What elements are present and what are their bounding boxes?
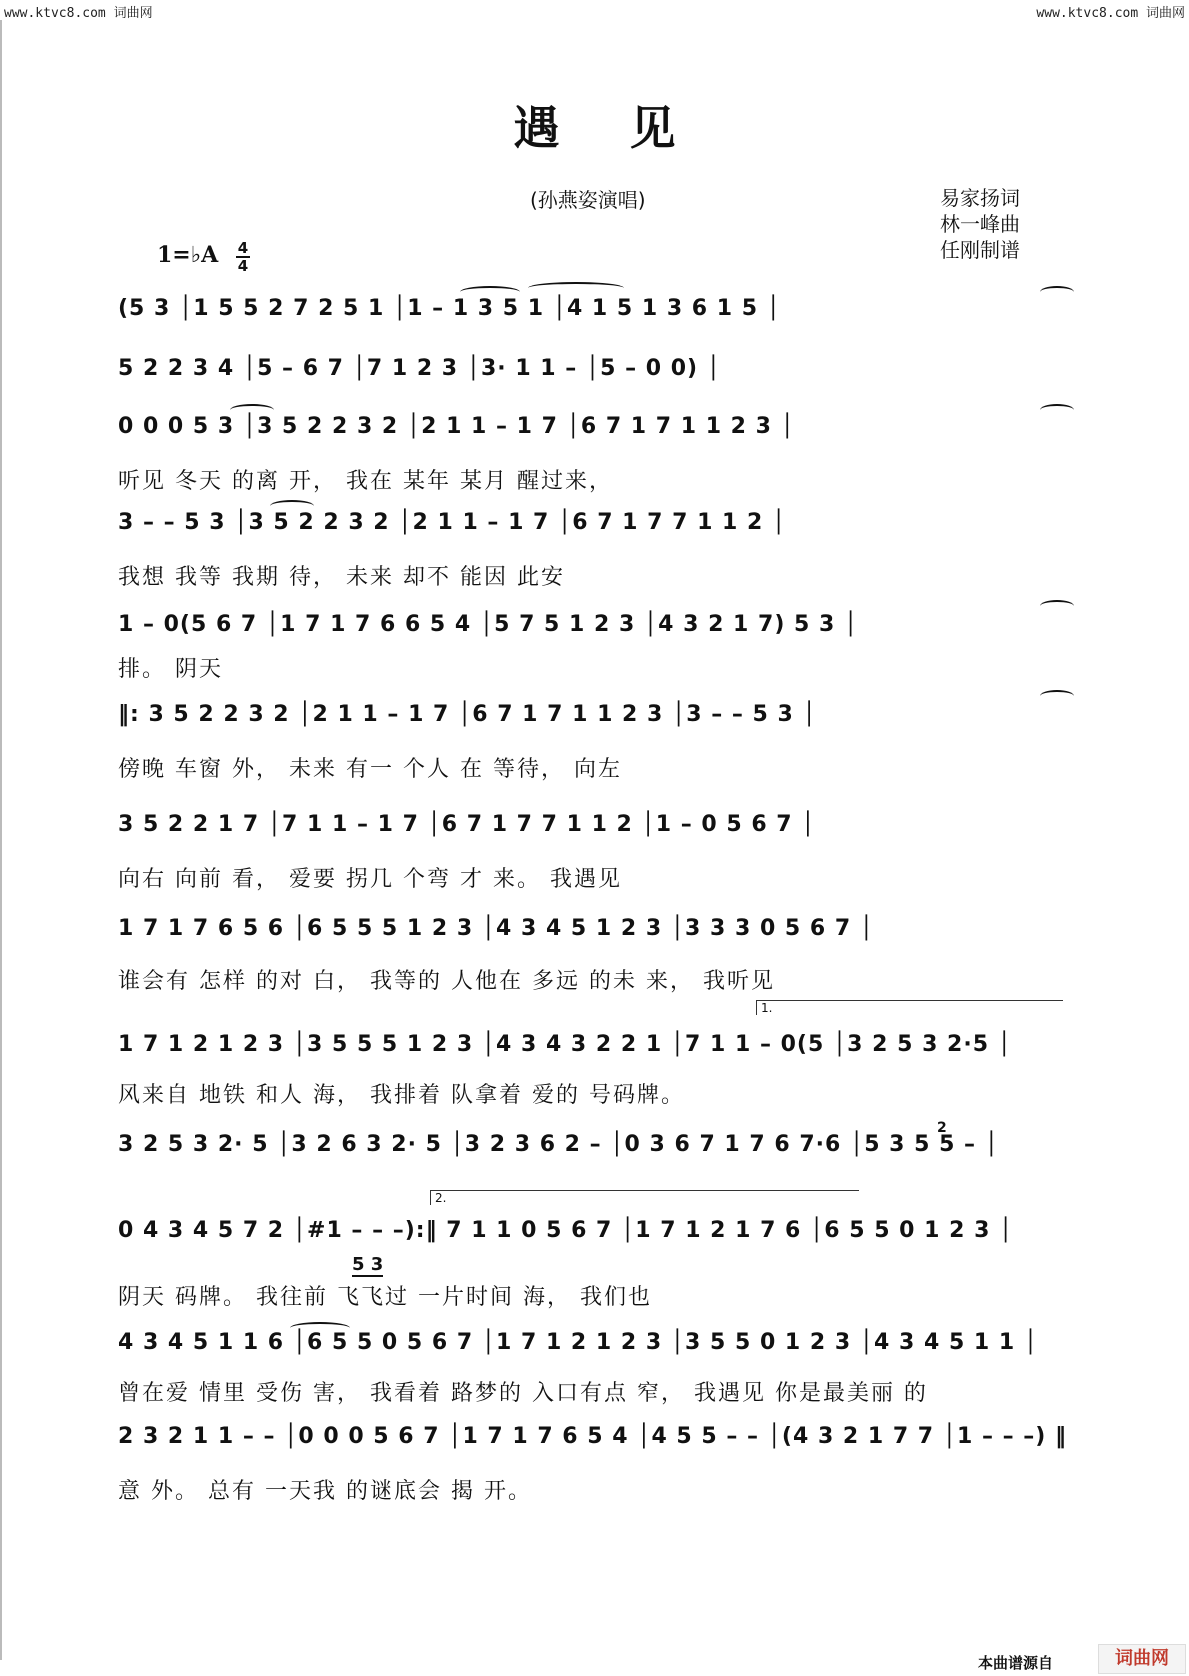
- staff-lyric: 向右 向前 看， 爱要 拐几 个弯 才 来。 我遇见: [118, 867, 622, 892]
- staff-notes: 1 7 1 7 6 5 6 │6 5 5 5 1 2 3 │4 3 4 5 1 2 3 │3 3 3 0 5 6 7 │: [118, 916, 875, 941]
- lyricist-credit: 易家扬词: [940, 186, 1020, 210]
- tie-mark: [460, 286, 520, 298]
- volta-bracket-1: [756, 1000, 1063, 1015]
- source-note: 本曲谱源自: [978, 1654, 1054, 1672]
- staff-lyric: 排。 阴天: [118, 657, 223, 682]
- staff-notes: 4 3 4 5 1 1 6 │6 5 5 0 5 6 7 │1 7 1 2 1 2 3 │3 5 5 0 1 2 3 │4 3 4 5 1 1 │: [118, 1330, 1039, 1355]
- staff-notes: ‖: 3 5 2 2 3 2 │2 1 1 – 1 7 │6 7 1 7 1 1 2 3 │3 – – 5 3 │: [118, 702, 817, 727]
- staff-lyric: 阴天 码牌。 我往前 飞飞过 一片时间 海， 我们也: [118, 1285, 652, 1310]
- site-watermark-right: www.ktvc8.com 词曲网: [1036, 6, 1185, 21]
- staff-notes: 1 7 1 2 1 2 3 │3 5 5 5 1 2 3 │4 3 4 3 2 2 1 │7 1 1 – 0(5 │3 2 5 3 2·5 │: [118, 1032, 1012, 1057]
- page-left-border: [0, 20, 2, 1660]
- tie-mark: [528, 282, 624, 294]
- site-watermark-left: www.ktvc8.com 词曲网: [4, 6, 153, 21]
- staff-lyric: 听见 冬天 的离 开， 我在 某年 某月 醒过来，: [118, 469, 613, 494]
- composer-credit: 林一峰曲: [940, 212, 1020, 236]
- time-signature-top: 4: [237, 239, 249, 257]
- tie-mark: [270, 500, 314, 512]
- staff-notes: 3 2 5 3 2· 5 │3 2 6 3 2· 5 │3 2 3 6 2 – │0 3 6 7 1 7 6 7·6 │5 3 5 5 – │: [118, 1132, 999, 1157]
- staff-lyric: 谁会有 怎样 的对 白， 我等的 人他在 多远 的未 来， 我听见: [118, 969, 775, 994]
- volta-1-label: 1.: [761, 1001, 773, 1015]
- time-signature-bottom: 4: [237, 257, 249, 275]
- staff-lyric: 风来自 地铁 和人 海， 我排着 队拿着 爱的 号码牌。: [118, 1083, 685, 1108]
- volta-bracket-2: [430, 1190, 859, 1205]
- site-logo[interactable]: 词曲网: [1098, 1644, 1186, 1674]
- staff-notes: 1 – 0(5 6 7 │1 7 1 7 6 6 5 4 │5 7 5 1 2 3 │4 3 2 1 7) 5 3 │: [118, 612, 859, 637]
- key-signature: 1=♭A: [157, 242, 219, 268]
- volta-2-label: 2.: [435, 1191, 447, 1205]
- staff-lyric: 我想 我等 我期 待， 未来 却不 能因 此安: [118, 565, 565, 590]
- staff-notes: 0 0 0 5 3 │3 5 2 2 3 2 │2 1 1 – 1 7 │6 7 1 7 1 1 2 3 │: [118, 414, 795, 439]
- staff-lyric: 曾在爱 情里 受伤 害， 我看着 路梦的 入口有点 窄， 我遇见 你是最美丽 的: [118, 1381, 928, 1406]
- staff-notes: 2 3 2 1 1 – – │0 0 0 5 6 7 │1 7 1 7 6 5 4 │4 5 5 – – │(4 3 2 1 7 7 │1 – – –) ‖: [118, 1424, 1068, 1449]
- time-signature: [236, 240, 250, 274]
- tie-mark: [1040, 600, 1074, 612]
- staff-notes: 0 4 3 4 5 7 2 │#1 – – –):‖ 7 1 1 0 5 6 7 │1 7 1 2 1 7 6 │6 5 5 0 1 2 3 │: [118, 1218, 1014, 1243]
- staff-lyric: 傍晚 车窗 外， 未来 有一 个人 在 等待， 向左: [118, 757, 622, 782]
- tie-mark: [290, 1322, 350, 1334]
- tie-mark: [1040, 286, 1074, 298]
- arranger-credit: 任刚制谱: [940, 238, 1020, 262]
- alternate-notes: 5 3: [352, 1254, 384, 1275]
- tie-mark: [230, 404, 274, 416]
- grace-note: 2: [937, 1120, 947, 1136]
- staff-lyric: 意 外。 总有 一天我 的谜底会 揭 开。: [118, 1479, 532, 1504]
- tie-mark: [1040, 404, 1074, 416]
- staff-notes: 5 2 2 3 4 │5 – 6 7 │7 1 2 3 │3· 1 1 – │5 – 0 0) │: [118, 356, 722, 381]
- song-title: 遇见: [513, 101, 746, 155]
- singer-credit: (孙燕姿演唱): [530, 188, 646, 212]
- tie-mark: [1040, 690, 1074, 702]
- staff-notes: 3 – – 5 3 │3 5 2 2 3 2 │2 1 1 – 1 7 │6 7 1 7 7 1 1 2 │: [118, 510, 787, 535]
- staff-notes: 3 5 2 2 1 7 │7 1 1 – 1 7 │6 7 1 7 7 1 1 2 │1 – 0 5 6 7 │: [118, 812, 816, 837]
- staff-notes: (5 3 │1 5 5 2 7 2 5 1 │1 – 1 3 5 1 │4 1 5 1 3 6 1 5 │: [118, 296, 781, 321]
